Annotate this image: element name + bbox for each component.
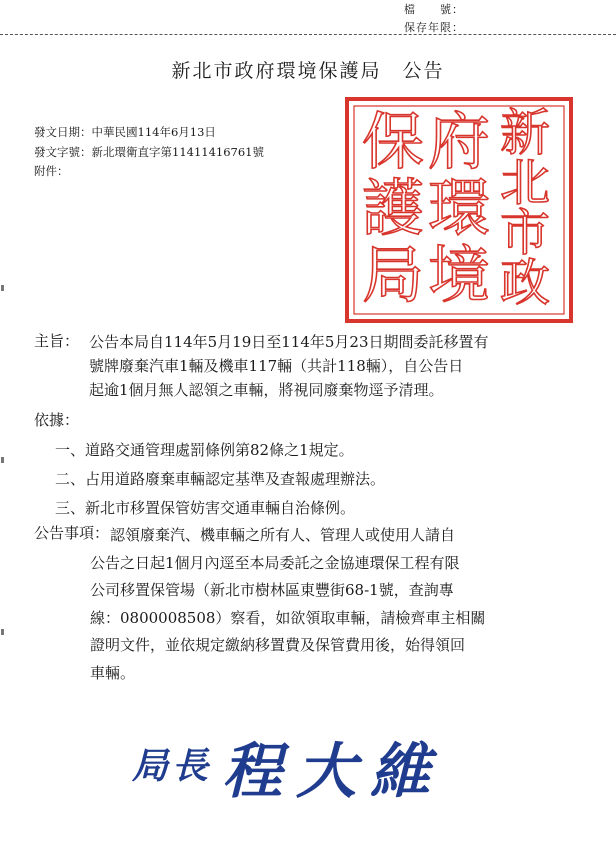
notice-line: 公司移置保管場（新北市樹林區東豐街68-1號，查詢專 [90, 581, 454, 599]
signature-title: 局長 [132, 745, 213, 787]
seal-character: 境 [427, 238, 491, 312]
file-number-label: 檔 號： [404, 3, 464, 16]
basis-list [55, 436, 385, 523]
margin-mark [1, 457, 4, 463]
subject-line: 起逾1個月無人認領之車輛，將視同廢棄物逕予清理。 [89, 381, 444, 399]
attachment-label: 附件： [34, 164, 69, 178]
seal-character: 市 [500, 204, 550, 262]
header-divider [0, 34, 616, 35]
notice-line: 證明文件，並依規定繳納移置費及保管費用後，始得領回 [90, 636, 466, 654]
seal-character: 政 [500, 254, 550, 312]
subject-line: 公告本局自114年5月19日至114年5月23日期間委託移置有 [89, 333, 489, 351]
seal-character: 保 [361, 105, 425, 178]
notice-line: 線：0800008508）察看，如欲領取車輛，請檢齊車主相關 [90, 608, 486, 627]
notice-line: 車輛。 [90, 663, 136, 682]
notice-line: 公告之日起1個月內逕至本局委託之金協連環保工程有限 [90, 553, 460, 572]
notice-line: 認領廢棄汽、機車輛之所有人、管理人或使用人請自 [110, 526, 456, 544]
notice-label: 公告事項： [34, 524, 110, 542]
basis-item: 一、道路交通管理處罰條例第82條之1規定。 [55, 441, 354, 459]
official-seal [345, 97, 573, 323]
basis-label: 依據： [34, 411, 80, 429]
margin-mark [1, 285, 4, 291]
margin-mark [1, 629, 4, 635]
signature-name: 程大維 [222, 737, 444, 807]
seal-text [362, 104, 550, 312]
seal-character: 新 [500, 104, 550, 162]
notice-text [90, 522, 486, 687]
issue-date: 發文日期：中華民國114年6月13日 [34, 125, 216, 139]
seal-character: 環 [427, 171, 491, 245]
document-number: 發文字號：新北環衛直字第11411416761號 [34, 145, 264, 159]
seal-character: 護 [361, 171, 425, 245]
director-signature [0, 728, 616, 808]
retention-period-label: 保存年限： [404, 21, 464, 34]
seal-character: 北 [500, 154, 550, 212]
basis-item: 三、新北市移置保管妨害交通車輛自治條例。 [55, 499, 356, 517]
basis-item: 二、占用道路廢棄車輛認定基準及查報處理辦法。 [55, 470, 386, 488]
page-title: 新北市政府環境保護局 公告 [171, 60, 445, 82]
seal-character: 局 [361, 238, 425, 312]
subject-line: 號牌廢棄汽車1輛及機車117輛（共計118輛），自公告日 [89, 357, 464, 375]
subject-label: 主旨： [34, 332, 80, 350]
subject-text [89, 330, 489, 402]
seal-character: 府 [427, 105, 491, 178]
